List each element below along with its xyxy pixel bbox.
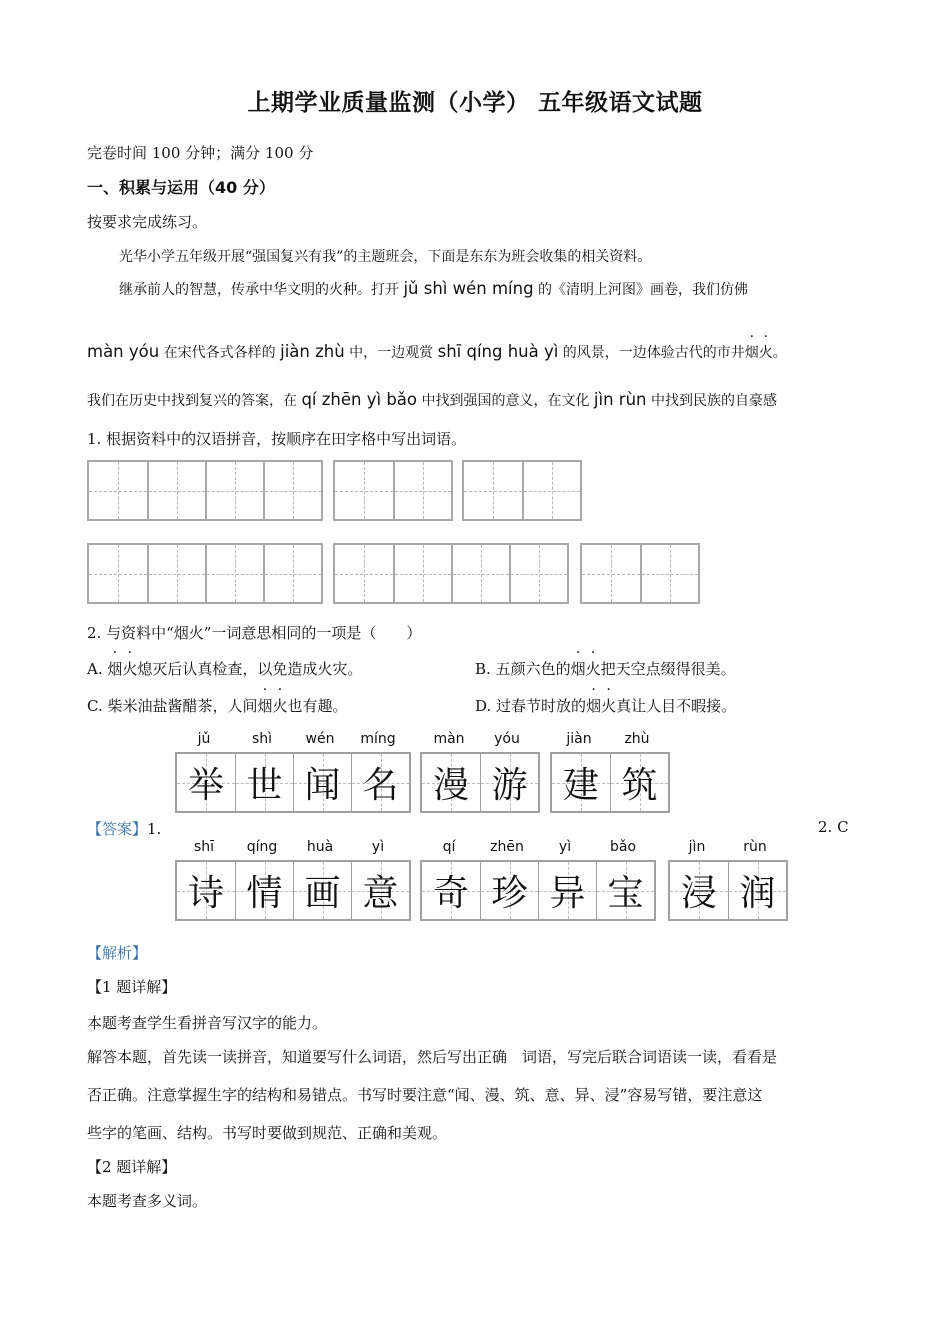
answer-grid: 奇 珍 异 宝 <box>420 860 656 921</box>
pinyin-prompt: màn yóu <box>87 342 160 361</box>
answer-pinyin: shī qíng huà yì <box>193 839 385 855</box>
emphasized-char: 火 <box>758 345 773 361</box>
emphasized-char: 火 <box>272 697 288 715</box>
q1-detail-heading: 【1 题详解】 <box>87 978 177 996</box>
question-2: 2. 与资料中“烟火”一词意思相同的一项是（ ） <box>87 624 422 642</box>
option-text: 过春节时放的 <box>496 697 587 715</box>
writing-grid[interactable] <box>333 543 569 604</box>
option-text: 真让人目不暇接。 <box>616 697 737 715</box>
emphasized-char: 烟 <box>257 697 273 715</box>
pinyin-prompt: jìn rùn <box>593 390 647 409</box>
answer-pinyin: jǔ shì wén míng <box>197 731 396 747</box>
section-heading: 一、积累与运用（40 分） <box>87 178 275 197</box>
passage-line-1 <box>119 279 748 299</box>
option-d[interactable] <box>475 695 736 716</box>
option-text: 柴米油盐酱醋茶，人间 <box>107 697 258 715</box>
passage-line-3 <box>87 390 777 410</box>
answer-heading <box>87 818 161 839</box>
option-text: 五颜六色的 <box>495 660 571 678</box>
answer-tag: 【答案】 <box>87 820 148 838</box>
pinyin-prompt: shī qíng huà yì <box>437 342 559 361</box>
option-a[interactable] <box>87 658 362 679</box>
option-label: A. <box>87 660 103 678</box>
pinyin-prompt: qí zhēn yì bǎo <box>301 390 418 409</box>
page-title: 上期学业质量监测（小学） 五年级语文试题 <box>247 90 703 116</box>
passage-text: 中找到民族的自豪感 <box>650 393 777 409</box>
option-label: B. <box>475 660 491 678</box>
exam-info: 完卷时间 100 分钟；满分 100 分 <box>87 144 314 162</box>
passage-line-2 <box>87 342 787 362</box>
instruction: 按要求完成练习。 <box>87 213 208 231</box>
intro-text: 光华小学五年级开展“强国复兴有我”的主题班会，下面是东东为班会收集的相关资料。 <box>119 249 652 265</box>
analysis-text: 否正确。注意掌握生字的结构和易错点。书写时要注意“闻、漫、筑、意、异、浸”容易写错，要注意这 <box>87 1086 763 1104</box>
answer-grid: 举 世 闻 名 <box>175 752 411 813</box>
answer-pinyin: jìn rùn <box>688 839 767 855</box>
passage-text: 。 <box>772 345 787 361</box>
option-b[interactable] <box>475 658 736 679</box>
analysis-tag: 【解析】 <box>87 944 148 962</box>
passage-text: 中找到强国的意义，在文化 <box>421 393 590 409</box>
passage-text: 中，一边观赏 <box>349 345 434 361</box>
option-label: D. <box>475 697 492 715</box>
answer-pinyin: màn yóu <box>433 731 520 747</box>
writing-grid[interactable] <box>462 460 582 521</box>
passage-text: 我们在历史中找到复兴的答案，在 <box>87 393 297 409</box>
pinyin-prompt: jiàn zhù <box>280 342 345 361</box>
question-1: 1. 根据资料中的汉语拼音，按顺序在田字格中写出词语。 <box>87 430 467 448</box>
answer-grid: 建 筑 <box>550 752 670 813</box>
answer-grid: 诗 情 画 意 <box>175 860 411 921</box>
pinyin-prompt: jǔ shì wén míng <box>403 279 534 298</box>
emphasized-char: 烟 <box>744 345 759 361</box>
option-label: C. <box>87 697 103 715</box>
emphasized-char: 烟 <box>570 660 586 678</box>
writing-grid[interactable] <box>87 460 323 521</box>
emphasized-char: 火 <box>585 660 601 678</box>
answer-grid: 漫 游 <box>420 752 540 813</box>
emphasized-char: 火 <box>122 660 138 678</box>
option-c[interactable] <box>87 695 348 716</box>
analysis-text: 本题考查多义词。 <box>87 1192 208 1210</box>
option-text: 也有趣。 <box>287 697 348 715</box>
answer-grid: 浸 润 <box>668 860 788 921</box>
option-text: 熄灭后认真检查，以免造成火灾。 <box>137 660 363 678</box>
emphasized-char: 烟 <box>586 697 602 715</box>
passage-text: 在宋代各式各样的 <box>163 345 276 361</box>
passage-text: 继承前人的智慧，传承中华文明的火种。打开 <box>119 282 399 298</box>
writing-grid[interactable] <box>580 543 700 604</box>
answer-pinyin: jiàn zhù <box>566 731 650 747</box>
analysis-text: 些字的笔画、结构。书写时要做到规范、正确和美观。 <box>87 1124 448 1142</box>
analysis-text: 解答本题，首先读一读拼音，知道要写什么词语，然后写出正确 词语，写完后联合词语读一读，看看是 <box>87 1048 778 1066</box>
emphasized-char: 烟 <box>107 660 123 678</box>
emphasized-char: 火 <box>601 697 617 715</box>
passage-text: 的《清明上河图》画卷，我们仿佛 <box>538 282 749 298</box>
answer-q2: 2. C <box>818 818 849 836</box>
answer-q1-label: 1. <box>147 820 162 838</box>
writing-grid[interactable] <box>333 460 453 521</box>
q2-detail-heading: 【2 题详解】 <box>87 1158 177 1176</box>
writing-grid[interactable] <box>87 543 323 604</box>
analysis-text: 本题考查学生看拼音写汉字的能力。 <box>87 1014 328 1032</box>
passage-text: 的风景，一边体验古代的市井 <box>562 345 745 361</box>
option-text: 把天空点缀得很美。 <box>600 660 736 678</box>
answer-pinyin: qí zhēn yì bǎo <box>442 839 637 855</box>
